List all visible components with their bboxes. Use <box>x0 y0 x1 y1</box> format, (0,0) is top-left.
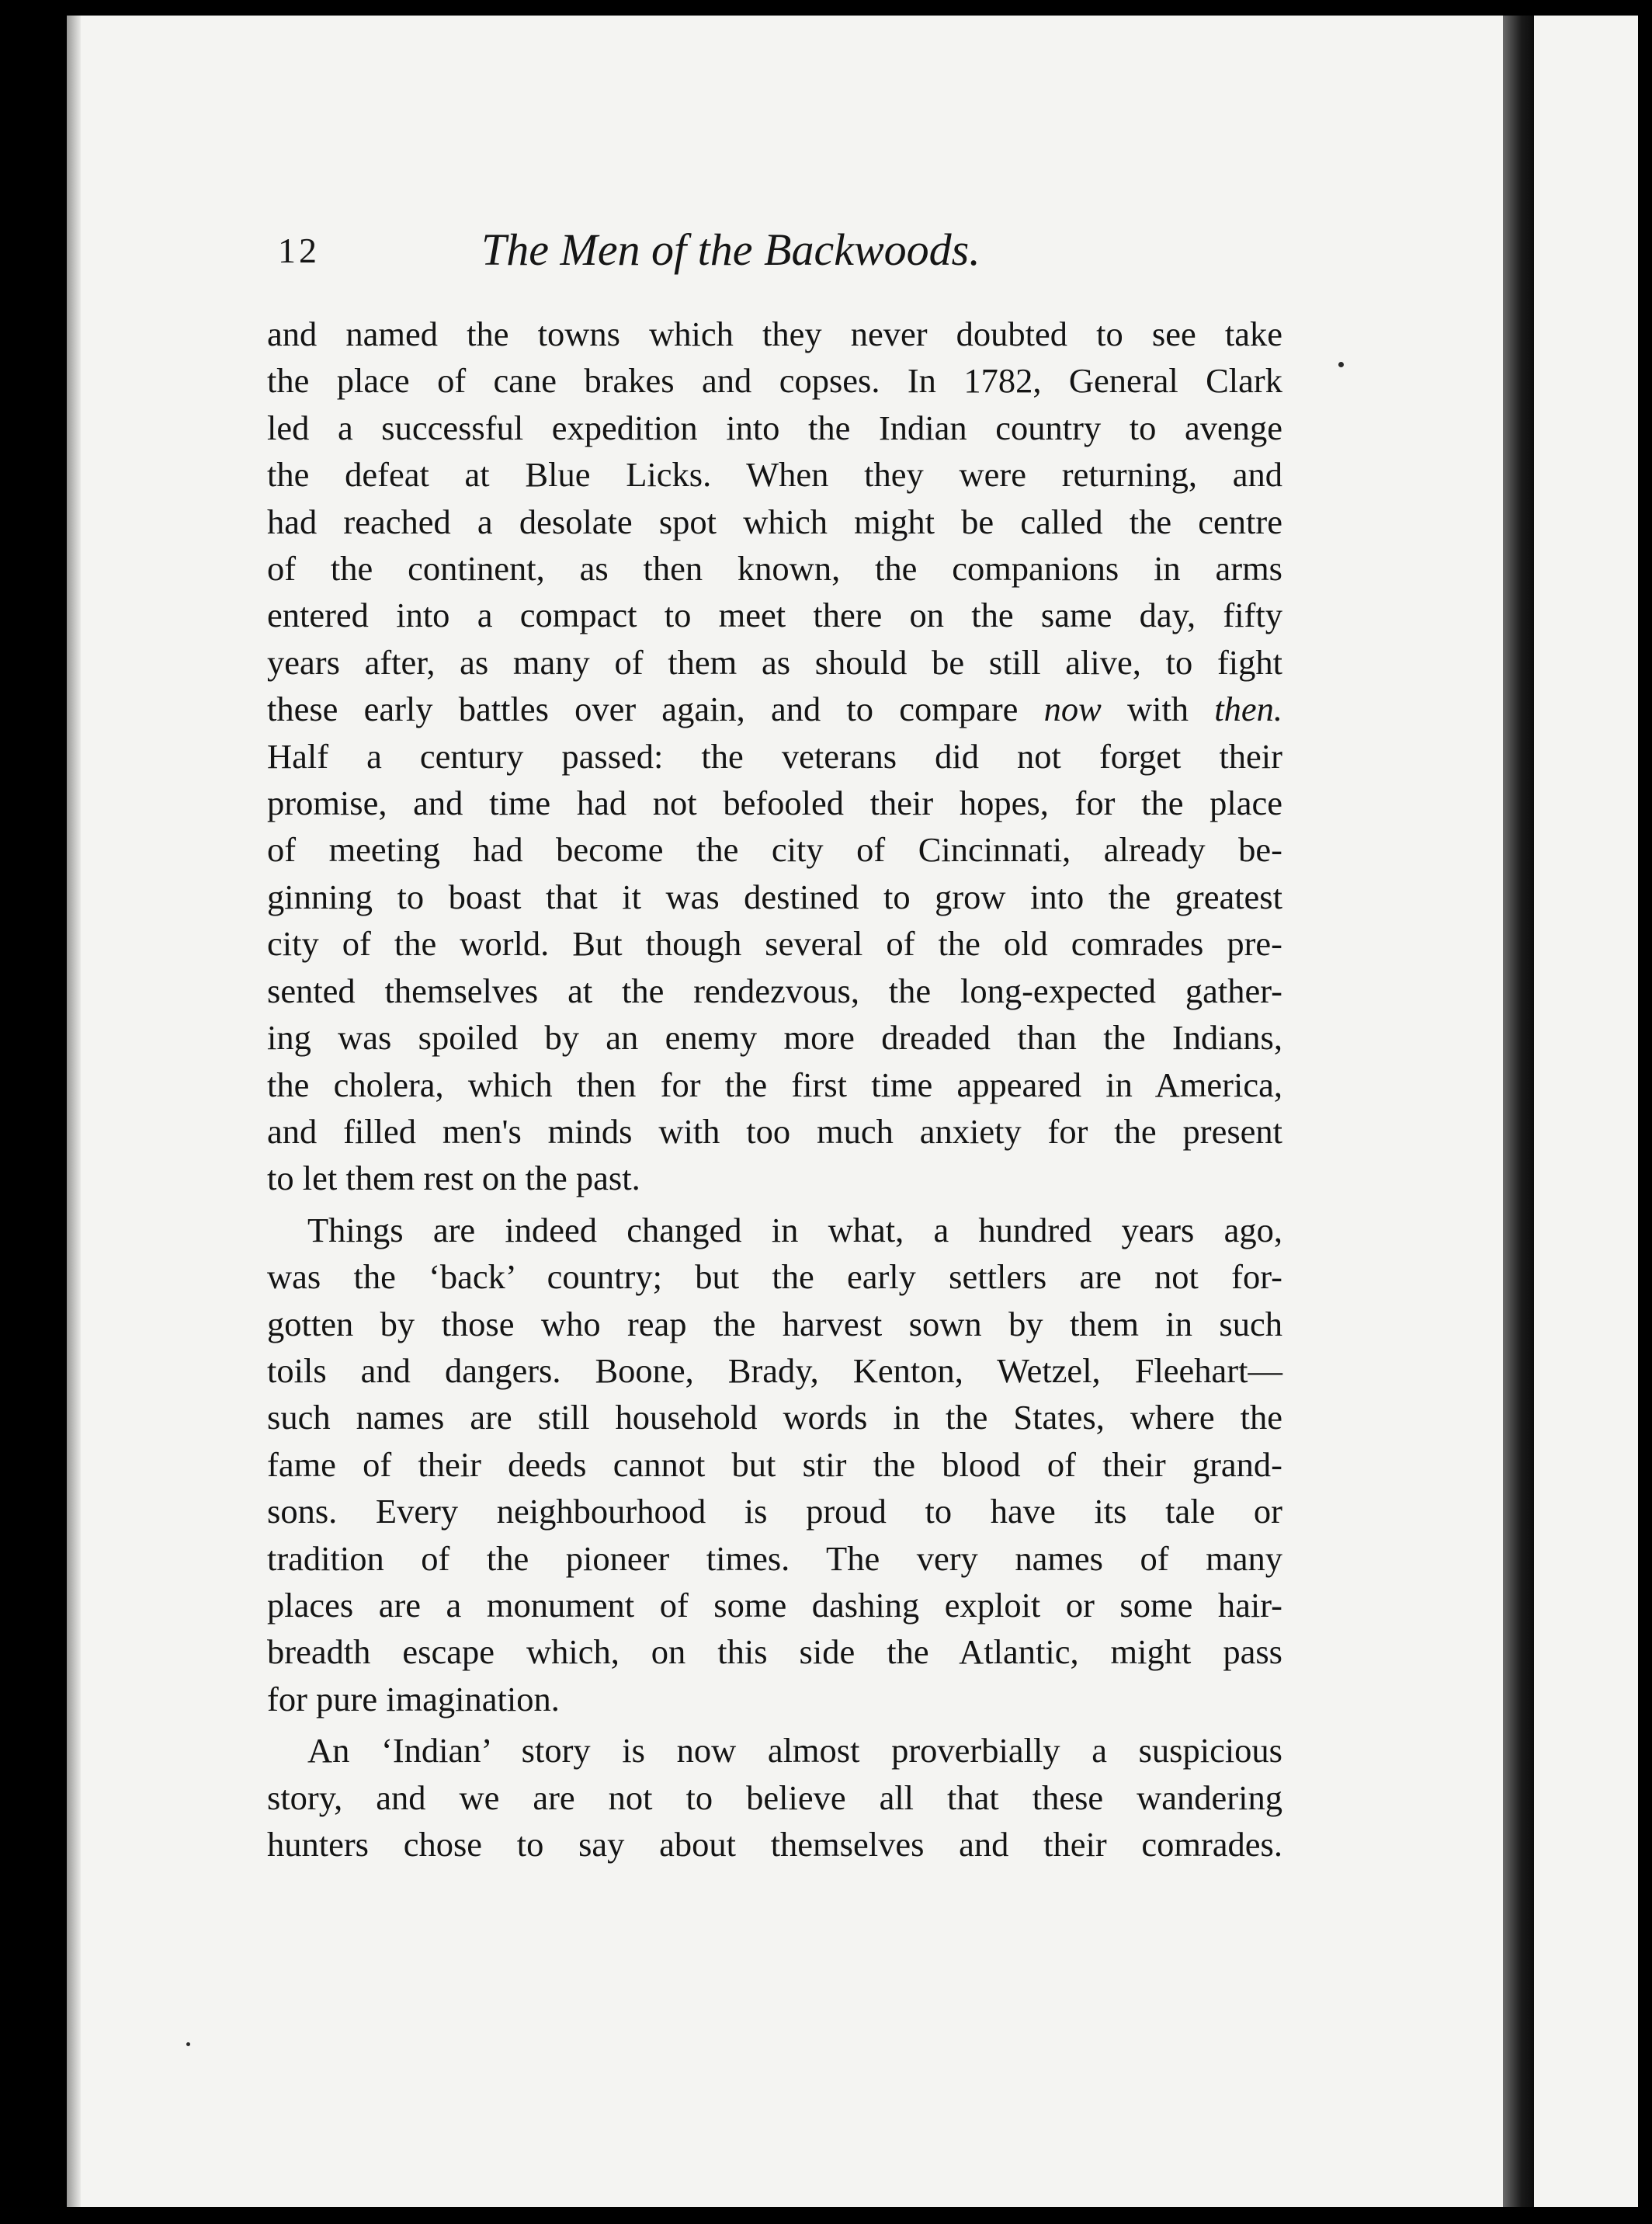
page-header <box>267 224 1295 286</box>
text-line: story, and we are not to believe all that these wandering <box>267 1777 1282 1817</box>
text-line: entered into a compact to meet there on the same day, fifty <box>267 596 1282 635</box>
text-line: had reached a desolate spot which might be called the centre <box>267 502 1282 541</box>
text-line: Half a century passed: the veterans did not forget their <box>267 736 1282 776</box>
ink-speck <box>1338 362 1344 367</box>
text-line: led a successful expedition into the Indian country to avenge <box>267 408 1282 447</box>
emphasis-then: then. <box>1214 690 1282 729</box>
text-line: sented themselves at the rendezvous, the long-expected gather- <box>267 971 1282 1010</box>
ink-speck <box>186 2042 190 2046</box>
text-line: of the continent, as then known, the companions in arms <box>267 549 1282 589</box>
text-line: such names are still household words in the States, where the <box>267 1398 1282 1437</box>
text-line-with-emphasis <box>267 686 1282 732</box>
text-segment: these early battles over again, and to compare <box>267 690 1044 729</box>
page-gutter-shadow <box>67 16 81 2207</box>
text-line: Things are indeed changed in what, a hundred years ago, <box>307 1210 1282 1249</box>
text-line: sons. Every neighbourhood is proud to have its tale or <box>267 1492 1282 1531</box>
text-line: gotten by those who reap the harvest sown by them in such <box>267 1304 1282 1343</box>
text-line: the defeat at Blue Licks. When they were returning, and <box>267 455 1282 495</box>
text-line: ginning to boast that it was destined to grow into the greatest <box>267 877 1282 916</box>
text-line: years after, as many of them as should be still alive, to fight <box>267 642 1282 682</box>
text-line: breadth escape which, on this side the Atlantic, might pass <box>267 1632 1282 1672</box>
text-line: An ‘Indian’ story is now almost proverbially a suspicious <box>307 1731 1282 1771</box>
running-title: The Men of the Backwoods. <box>481 224 980 275</box>
text-line: tradition of the pioneer times. The very names of many <box>267 1538 1282 1578</box>
scan-border <box>1638 0 1652 2224</box>
text-line: of meeting had become the city of Cincinnati, already be- <box>267 830 1282 870</box>
text-line: for pure imagination. <box>267 1679 560 1718</box>
paragraph-2 <box>267 1207 1282 1722</box>
text-line: ing was spoiled by an enemy more dreaded than the Indians, <box>267 1018 1282 1058</box>
text-line: places are a monument of some dashing exploit or some hair- <box>267 1585 1282 1625</box>
page-number: 12 <box>278 231 320 270</box>
body-text <box>267 311 1282 1868</box>
text-line: the cholera, which then for the first time appeared in America, <box>267 1065 1282 1104</box>
emphasis-now: now <box>1043 690 1102 729</box>
text-line: the place of cane brakes and copses. In 1782, General Clark <box>267 361 1282 401</box>
facing-page-edge <box>1534 16 1638 2207</box>
text-line: hunters chose to say about themselves and their comrades. <box>267 1825 1282 1864</box>
paragraph-3 <box>267 1727 1282 1868</box>
text-line: fame of their deeds cannot but stir the blood of their grand- <box>267 1444 1282 1484</box>
text-segment: with <box>1101 690 1215 729</box>
text-line: to let them rest on the past. <box>267 1159 640 1198</box>
paragraph-1 <box>267 311 1282 1202</box>
text-line: and filled men's minds with too much anxiety for the present <box>267 1111 1282 1151</box>
text-line: and named the towns which they never doubted to see take <box>267 314 1282 353</box>
book-spine <box>1503 16 1534 2207</box>
text-line: city of the world. But though several of the old comrades pre- <box>267 924 1282 964</box>
text-line: was the ‘back’ country; but the early settlers are not for- <box>267 1257 1282 1297</box>
text-line: promise, and time had not befooled their hopes, for the place <box>267 784 1282 823</box>
text-line: toils and dangers. Boone, Brady, Kenton, Wetzel, Fleehart— <box>267 1350 1282 1390</box>
